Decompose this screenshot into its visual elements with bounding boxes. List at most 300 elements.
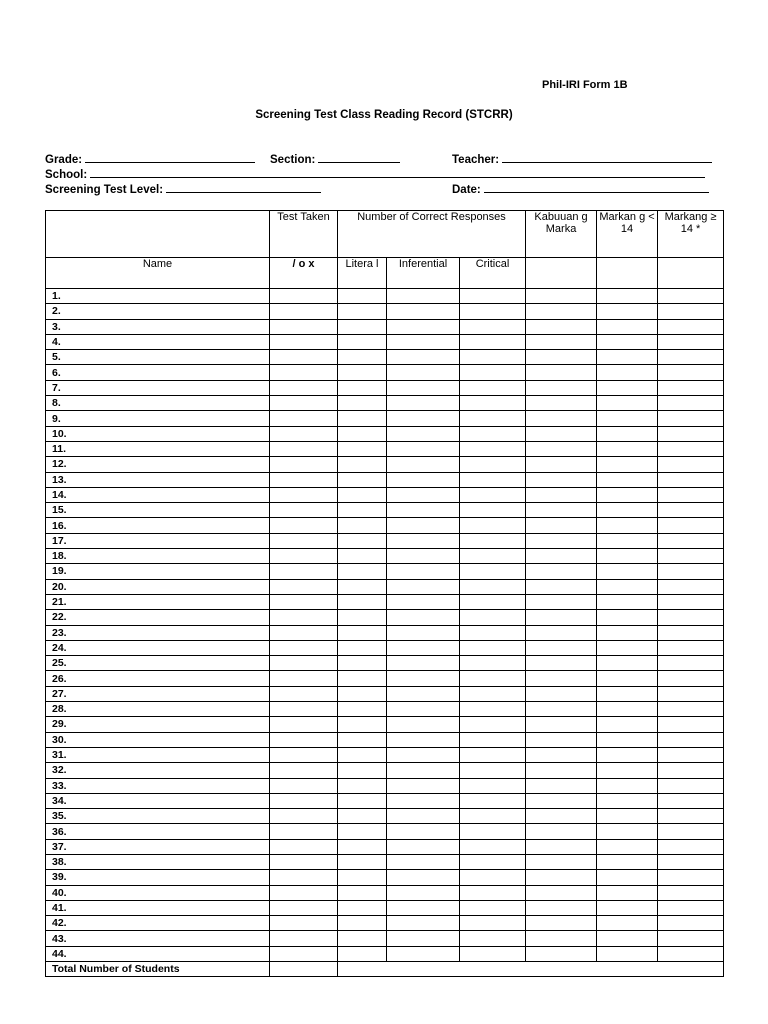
inferential-cell[interactable] bbox=[387, 380, 460, 395]
total-remaining-cell[interactable] bbox=[338, 962, 724, 977]
test-taken-cell[interactable] bbox=[270, 640, 338, 655]
test-taken-cell[interactable] bbox=[270, 717, 338, 732]
critical-cell[interactable] bbox=[460, 319, 526, 334]
literal-cell[interactable] bbox=[338, 763, 387, 778]
literal-cell[interactable] bbox=[338, 854, 387, 869]
test-taken-cell[interactable] bbox=[270, 319, 338, 334]
kabuuang-cell[interactable] bbox=[526, 411, 597, 426]
test-taken-cell[interactable] bbox=[270, 702, 338, 717]
ge14-cell[interactable] bbox=[658, 579, 724, 594]
critical-cell[interactable] bbox=[460, 671, 526, 686]
lt14-cell[interactable] bbox=[597, 885, 658, 900]
lt14-cell[interactable] bbox=[597, 625, 658, 640]
kabuuang-cell[interactable] bbox=[526, 778, 597, 793]
lt14-cell[interactable] bbox=[597, 457, 658, 472]
inferential-cell[interactable] bbox=[387, 747, 460, 762]
inferential-cell[interactable] bbox=[387, 686, 460, 701]
ge14-cell[interactable] bbox=[658, 793, 724, 808]
critical-cell[interactable] bbox=[460, 549, 526, 564]
inferential-cell[interactable] bbox=[387, 426, 460, 441]
ge14-cell[interactable] bbox=[658, 518, 724, 533]
literal-cell[interactable] bbox=[338, 946, 387, 961]
critical-cell[interactable] bbox=[460, 640, 526, 655]
literal-cell[interactable] bbox=[338, 350, 387, 365]
ge14-cell[interactable] bbox=[658, 809, 724, 824]
test-taken-cell[interactable] bbox=[270, 763, 338, 778]
lt14-cell[interactable] bbox=[597, 472, 658, 487]
inferential-cell[interactable] bbox=[387, 365, 460, 380]
inferential-cell[interactable] bbox=[387, 824, 460, 839]
lt14-cell[interactable] bbox=[597, 365, 658, 380]
literal-cell[interactable] bbox=[338, 579, 387, 594]
ge14-cell[interactable] bbox=[658, 900, 724, 915]
lt14-cell[interactable] bbox=[597, 289, 658, 304]
kabuuang-cell[interactable] bbox=[526, 350, 597, 365]
lt14-cell[interactable] bbox=[597, 533, 658, 548]
literal-cell[interactable] bbox=[338, 610, 387, 625]
ge14-cell[interactable] bbox=[658, 717, 724, 732]
literal-cell[interactable] bbox=[338, 931, 387, 946]
critical-cell[interactable] bbox=[460, 304, 526, 319]
total-test-taken-cell[interactable] bbox=[270, 962, 338, 977]
ge14-cell[interactable] bbox=[658, 334, 724, 349]
test-taken-cell[interactable] bbox=[270, 747, 338, 762]
literal-cell[interactable] bbox=[338, 411, 387, 426]
test-taken-cell[interactable] bbox=[270, 671, 338, 686]
lt14-cell[interactable] bbox=[597, 732, 658, 747]
critical-cell[interactable] bbox=[460, 885, 526, 900]
lt14-cell[interactable] bbox=[597, 916, 658, 931]
lt14-cell[interactable] bbox=[597, 564, 658, 579]
kabuuang-cell[interactable] bbox=[526, 289, 597, 304]
inferential-cell[interactable] bbox=[387, 549, 460, 564]
critical-cell[interactable] bbox=[460, 518, 526, 533]
test-taken-cell[interactable] bbox=[270, 839, 338, 854]
kabuuang-cell[interactable] bbox=[526, 946, 597, 961]
literal-cell[interactable] bbox=[338, 289, 387, 304]
test-taken-cell[interactable] bbox=[270, 289, 338, 304]
literal-cell[interactable] bbox=[338, 457, 387, 472]
inferential-cell[interactable] bbox=[387, 518, 460, 533]
critical-cell[interactable] bbox=[460, 380, 526, 395]
inferential-cell[interactable] bbox=[387, 350, 460, 365]
inferential-cell[interactable] bbox=[387, 778, 460, 793]
literal-cell[interactable] bbox=[338, 900, 387, 915]
ge14-cell[interactable] bbox=[658, 839, 724, 854]
kabuuang-cell[interactable] bbox=[526, 763, 597, 778]
lt14-cell[interactable] bbox=[597, 549, 658, 564]
test-taken-cell[interactable] bbox=[270, 487, 338, 502]
test-taken-cell[interactable] bbox=[270, 686, 338, 701]
literal-cell[interactable] bbox=[338, 839, 387, 854]
inferential-cell[interactable] bbox=[387, 793, 460, 808]
critical-cell[interactable] bbox=[460, 579, 526, 594]
kabuuang-cell[interactable] bbox=[526, 396, 597, 411]
inferential-cell[interactable] bbox=[387, 487, 460, 502]
ge14-cell[interactable] bbox=[658, 441, 724, 456]
lt14-cell[interactable] bbox=[597, 487, 658, 502]
ge14-cell[interactable] bbox=[658, 289, 724, 304]
test-taken-cell[interactable] bbox=[270, 365, 338, 380]
critical-cell[interactable] bbox=[460, 411, 526, 426]
lt14-cell[interactable] bbox=[597, 671, 658, 686]
ge14-cell[interactable] bbox=[658, 885, 724, 900]
test-taken-cell[interactable] bbox=[270, 564, 338, 579]
literal-cell[interactable] bbox=[338, 702, 387, 717]
literal-cell[interactable] bbox=[338, 365, 387, 380]
literal-cell[interactable] bbox=[338, 824, 387, 839]
inferential-cell[interactable] bbox=[387, 671, 460, 686]
literal-cell[interactable] bbox=[338, 717, 387, 732]
kabuuang-cell[interactable] bbox=[526, 625, 597, 640]
ge14-cell[interactable] bbox=[658, 916, 724, 931]
literal-cell[interactable] bbox=[338, 594, 387, 609]
kabuuang-cell[interactable] bbox=[526, 854, 597, 869]
test-taken-cell[interactable] bbox=[270, 396, 338, 411]
critical-cell[interactable] bbox=[460, 717, 526, 732]
critical-cell[interactable] bbox=[460, 656, 526, 671]
inferential-cell[interactable] bbox=[387, 946, 460, 961]
test-taken-cell[interactable] bbox=[270, 411, 338, 426]
critical-cell[interactable] bbox=[460, 931, 526, 946]
lt14-cell[interactable] bbox=[597, 396, 658, 411]
inferential-cell[interactable] bbox=[387, 472, 460, 487]
lt14-cell[interactable] bbox=[597, 870, 658, 885]
ge14-cell[interactable] bbox=[658, 870, 724, 885]
test-taken-cell[interactable] bbox=[270, 350, 338, 365]
date-line[interactable] bbox=[484, 182, 709, 193]
test-taken-cell[interactable] bbox=[270, 549, 338, 564]
inferential-cell[interactable] bbox=[387, 717, 460, 732]
kabuuang-cell[interactable] bbox=[526, 656, 597, 671]
test-taken-cell[interactable] bbox=[270, 885, 338, 900]
kabuuang-cell[interactable] bbox=[526, 365, 597, 380]
lt14-cell[interactable] bbox=[597, 579, 658, 594]
ge14-cell[interactable] bbox=[658, 426, 724, 441]
kabuuang-cell[interactable] bbox=[526, 610, 597, 625]
kabuuang-cell[interactable] bbox=[526, 564, 597, 579]
literal-cell[interactable] bbox=[338, 671, 387, 686]
lt14-cell[interactable] bbox=[597, 656, 658, 671]
lt14-cell[interactable] bbox=[597, 717, 658, 732]
test-taken-cell[interactable] bbox=[270, 441, 338, 456]
kabuuang-cell[interactable] bbox=[526, 503, 597, 518]
critical-cell[interactable] bbox=[460, 747, 526, 762]
kabuuang-cell[interactable] bbox=[526, 702, 597, 717]
inferential-cell[interactable] bbox=[387, 625, 460, 640]
critical-cell[interactable] bbox=[460, 426, 526, 441]
ge14-cell[interactable] bbox=[658, 304, 724, 319]
lt14-cell[interactable] bbox=[597, 503, 658, 518]
test-taken-cell[interactable] bbox=[270, 931, 338, 946]
test-taken-cell[interactable] bbox=[270, 824, 338, 839]
ge14-cell[interactable] bbox=[658, 549, 724, 564]
ge14-cell[interactable] bbox=[658, 472, 724, 487]
test-taken-cell[interactable] bbox=[270, 503, 338, 518]
ge14-cell[interactable] bbox=[658, 640, 724, 655]
critical-cell[interactable] bbox=[460, 334, 526, 349]
test-taken-cell[interactable] bbox=[270, 809, 338, 824]
test-taken-cell[interactable] bbox=[270, 946, 338, 961]
inferential-cell[interactable] bbox=[387, 732, 460, 747]
inferential-cell[interactable] bbox=[387, 916, 460, 931]
literal-cell[interactable] bbox=[338, 732, 387, 747]
inferential-cell[interactable] bbox=[387, 319, 460, 334]
literal-cell[interactable] bbox=[338, 870, 387, 885]
critical-cell[interactable] bbox=[460, 793, 526, 808]
kabuuang-cell[interactable] bbox=[526, 319, 597, 334]
ge14-cell[interactable] bbox=[658, 365, 724, 380]
ge14-cell[interactable] bbox=[658, 457, 724, 472]
inferential-cell[interactable] bbox=[387, 411, 460, 426]
ge14-cell[interactable] bbox=[658, 747, 724, 762]
inferential-cell[interactable] bbox=[387, 839, 460, 854]
section-line[interactable] bbox=[318, 152, 400, 163]
critical-cell[interactable] bbox=[460, 396, 526, 411]
ge14-cell[interactable] bbox=[658, 732, 724, 747]
test-taken-cell[interactable] bbox=[270, 304, 338, 319]
lt14-cell[interactable] bbox=[597, 702, 658, 717]
kabuuang-cell[interactable] bbox=[526, 870, 597, 885]
critical-cell[interactable] bbox=[460, 839, 526, 854]
kabuuang-cell[interactable] bbox=[526, 916, 597, 931]
test-taken-cell[interactable] bbox=[270, 916, 338, 931]
kabuuang-cell[interactable] bbox=[526, 533, 597, 548]
lt14-cell[interactable] bbox=[597, 686, 658, 701]
test-taken-cell[interactable] bbox=[270, 533, 338, 548]
ge14-cell[interactable] bbox=[658, 411, 724, 426]
ge14-cell[interactable] bbox=[658, 656, 724, 671]
ge14-cell[interactable] bbox=[658, 350, 724, 365]
critical-cell[interactable] bbox=[460, 732, 526, 747]
lt14-cell[interactable] bbox=[597, 441, 658, 456]
kabuuang-cell[interactable] bbox=[526, 457, 597, 472]
critical-cell[interactable] bbox=[460, 487, 526, 502]
test-taken-cell[interactable] bbox=[270, 732, 338, 747]
inferential-cell[interactable] bbox=[387, 396, 460, 411]
lt14-cell[interactable] bbox=[597, 594, 658, 609]
critical-cell[interactable] bbox=[460, 854, 526, 869]
inferential-cell[interactable] bbox=[387, 640, 460, 655]
critical-cell[interactable] bbox=[460, 900, 526, 915]
kabuuang-cell[interactable] bbox=[526, 426, 597, 441]
inferential-cell[interactable] bbox=[387, 533, 460, 548]
literal-cell[interactable] bbox=[338, 686, 387, 701]
lt14-cell[interactable] bbox=[597, 411, 658, 426]
ge14-cell[interactable] bbox=[658, 931, 724, 946]
lt14-cell[interactable] bbox=[597, 350, 658, 365]
inferential-cell[interactable] bbox=[387, 457, 460, 472]
critical-cell[interactable] bbox=[460, 610, 526, 625]
lt14-cell[interactable] bbox=[597, 319, 658, 334]
inferential-cell[interactable] bbox=[387, 809, 460, 824]
kabuuang-cell[interactable] bbox=[526, 334, 597, 349]
kabuuang-cell[interactable] bbox=[526, 686, 597, 701]
ge14-cell[interactable] bbox=[658, 487, 724, 502]
literal-cell[interactable] bbox=[338, 396, 387, 411]
lt14-cell[interactable] bbox=[597, 334, 658, 349]
kabuuang-cell[interactable] bbox=[526, 824, 597, 839]
inferential-cell[interactable] bbox=[387, 610, 460, 625]
test-taken-cell[interactable] bbox=[270, 518, 338, 533]
kabuuang-cell[interactable] bbox=[526, 304, 597, 319]
ge14-cell[interactable] bbox=[658, 671, 724, 686]
kabuuang-cell[interactable] bbox=[526, 594, 597, 609]
inferential-cell[interactable] bbox=[387, 594, 460, 609]
lt14-cell[interactable] bbox=[597, 304, 658, 319]
literal-cell[interactable] bbox=[338, 472, 387, 487]
lt14-cell[interactable] bbox=[597, 931, 658, 946]
literal-cell[interactable] bbox=[338, 319, 387, 334]
critical-cell[interactable] bbox=[460, 564, 526, 579]
inferential-cell[interactable] bbox=[387, 334, 460, 349]
kabuuang-cell[interactable] bbox=[526, 472, 597, 487]
critical-cell[interactable] bbox=[460, 457, 526, 472]
critical-cell[interactable] bbox=[460, 503, 526, 518]
test-taken-cell[interactable] bbox=[270, 594, 338, 609]
lt14-cell[interactable] bbox=[597, 946, 658, 961]
literal-cell[interactable] bbox=[338, 656, 387, 671]
literal-cell[interactable] bbox=[338, 533, 387, 548]
critical-cell[interactable] bbox=[460, 870, 526, 885]
literal-cell[interactable] bbox=[338, 625, 387, 640]
lt14-cell[interactable] bbox=[597, 518, 658, 533]
lt14-cell[interactable] bbox=[597, 747, 658, 762]
literal-cell[interactable] bbox=[338, 747, 387, 762]
lt14-cell[interactable] bbox=[597, 824, 658, 839]
literal-cell[interactable] bbox=[338, 503, 387, 518]
test-taken-cell[interactable] bbox=[270, 778, 338, 793]
literal-cell[interactable] bbox=[338, 426, 387, 441]
literal-cell[interactable] bbox=[338, 885, 387, 900]
literal-cell[interactable] bbox=[338, 564, 387, 579]
lt14-cell[interactable] bbox=[597, 380, 658, 395]
inferential-cell[interactable] bbox=[387, 564, 460, 579]
ge14-cell[interactable] bbox=[658, 625, 724, 640]
test-taken-cell[interactable] bbox=[270, 472, 338, 487]
lt14-cell[interactable] bbox=[597, 839, 658, 854]
lt14-cell[interactable] bbox=[597, 426, 658, 441]
lt14-cell[interactable] bbox=[597, 854, 658, 869]
kabuuang-cell[interactable] bbox=[526, 885, 597, 900]
literal-cell[interactable] bbox=[338, 334, 387, 349]
inferential-cell[interactable] bbox=[387, 870, 460, 885]
inferential-cell[interactable] bbox=[387, 503, 460, 518]
test-taken-cell[interactable] bbox=[270, 457, 338, 472]
kabuuang-cell[interactable] bbox=[526, 380, 597, 395]
kabuuang-cell[interactable] bbox=[526, 809, 597, 824]
kabuuang-cell[interactable] bbox=[526, 839, 597, 854]
grade-line[interactable] bbox=[85, 152, 255, 163]
critical-cell[interactable] bbox=[460, 365, 526, 380]
kabuuang-cell[interactable] bbox=[526, 732, 597, 747]
test-taken-cell[interactable] bbox=[270, 900, 338, 915]
literal-cell[interactable] bbox=[338, 809, 387, 824]
ge14-cell[interactable] bbox=[658, 533, 724, 548]
ge14-cell[interactable] bbox=[658, 854, 724, 869]
kabuuang-cell[interactable] bbox=[526, 579, 597, 594]
literal-cell[interactable] bbox=[338, 487, 387, 502]
critical-cell[interactable] bbox=[460, 702, 526, 717]
inferential-cell[interactable] bbox=[387, 931, 460, 946]
critical-cell[interactable] bbox=[460, 289, 526, 304]
kabuuang-cell[interactable] bbox=[526, 671, 597, 686]
inferential-cell[interactable] bbox=[387, 656, 460, 671]
inferential-cell[interactable] bbox=[387, 900, 460, 915]
inferential-cell[interactable] bbox=[387, 579, 460, 594]
kabuuang-cell[interactable] bbox=[526, 717, 597, 732]
test-taken-cell[interactable] bbox=[270, 854, 338, 869]
test-taken-cell[interactable] bbox=[270, 426, 338, 441]
literal-cell[interactable] bbox=[338, 793, 387, 808]
literal-cell[interactable] bbox=[338, 518, 387, 533]
critical-cell[interactable] bbox=[460, 533, 526, 548]
kabuuang-cell[interactable] bbox=[526, 487, 597, 502]
inferential-cell[interactable] bbox=[387, 854, 460, 869]
critical-cell[interactable] bbox=[460, 350, 526, 365]
critical-cell[interactable] bbox=[460, 625, 526, 640]
literal-cell[interactable] bbox=[338, 304, 387, 319]
inferential-cell[interactable] bbox=[387, 441, 460, 456]
inferential-cell[interactable] bbox=[387, 885, 460, 900]
critical-cell[interactable] bbox=[460, 809, 526, 824]
ge14-cell[interactable] bbox=[658, 946, 724, 961]
literal-cell[interactable] bbox=[338, 916, 387, 931]
kabuuang-cell[interactable] bbox=[526, 747, 597, 762]
literal-cell[interactable] bbox=[338, 549, 387, 564]
lt14-cell[interactable] bbox=[597, 763, 658, 778]
critical-cell[interactable] bbox=[460, 472, 526, 487]
ge14-cell[interactable] bbox=[658, 702, 724, 717]
test-taken-cell[interactable] bbox=[270, 625, 338, 640]
teacher-line[interactable] bbox=[502, 152, 712, 163]
critical-cell[interactable] bbox=[460, 946, 526, 961]
test-taken-cell[interactable] bbox=[270, 579, 338, 594]
school-line[interactable] bbox=[90, 167, 705, 178]
ge14-cell[interactable] bbox=[658, 686, 724, 701]
critical-cell[interactable] bbox=[460, 916, 526, 931]
ge14-cell[interactable] bbox=[658, 763, 724, 778]
test-taken-cell[interactable] bbox=[270, 656, 338, 671]
lt14-cell[interactable] bbox=[597, 793, 658, 808]
literal-cell[interactable] bbox=[338, 778, 387, 793]
test-taken-cell[interactable] bbox=[270, 610, 338, 625]
test-taken-cell[interactable] bbox=[270, 793, 338, 808]
ge14-cell[interactable] bbox=[658, 824, 724, 839]
screening-level-line[interactable] bbox=[166, 182, 321, 193]
kabuuang-cell[interactable] bbox=[526, 549, 597, 564]
lt14-cell[interactable] bbox=[597, 778, 658, 793]
literal-cell[interactable] bbox=[338, 441, 387, 456]
inferential-cell[interactable] bbox=[387, 763, 460, 778]
test-taken-cell[interactable] bbox=[270, 334, 338, 349]
ge14-cell[interactable] bbox=[658, 564, 724, 579]
ge14-cell[interactable] bbox=[658, 380, 724, 395]
test-taken-cell[interactable] bbox=[270, 380, 338, 395]
critical-cell[interactable] bbox=[460, 778, 526, 793]
lt14-cell[interactable] bbox=[597, 610, 658, 625]
critical-cell[interactable] bbox=[460, 763, 526, 778]
critical-cell[interactable] bbox=[460, 686, 526, 701]
lt14-cell[interactable] bbox=[597, 809, 658, 824]
ge14-cell[interactable] bbox=[658, 503, 724, 518]
kabuuang-cell[interactable] bbox=[526, 640, 597, 655]
ge14-cell[interactable] bbox=[658, 594, 724, 609]
lt14-cell[interactable] bbox=[597, 640, 658, 655]
kabuuang-cell[interactable] bbox=[526, 441, 597, 456]
ge14-cell[interactable] bbox=[658, 396, 724, 411]
literal-cell[interactable] bbox=[338, 380, 387, 395]
